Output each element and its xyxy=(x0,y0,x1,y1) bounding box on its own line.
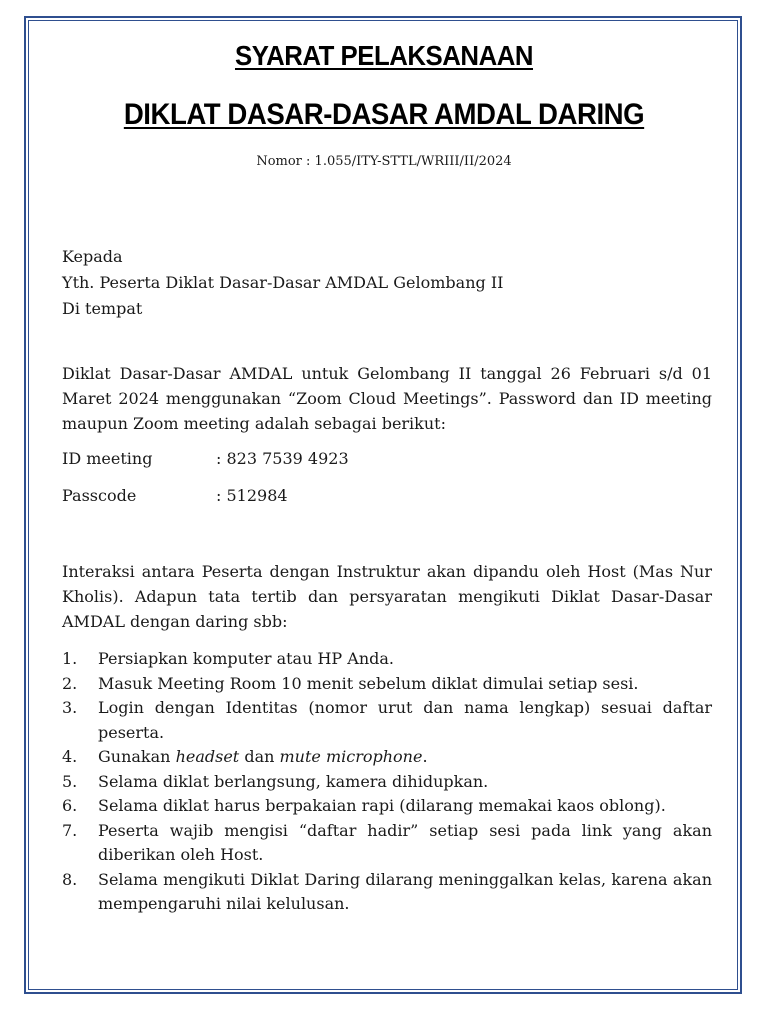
list-item xyxy=(62,647,712,672)
text-fragment: . xyxy=(422,747,428,766)
rules-list xyxy=(62,647,712,917)
meeting-id-value: : 823 7539 4923 xyxy=(216,449,349,468)
list-number: 4. xyxy=(62,747,78,766)
emphasis-headset: headset xyxy=(175,747,240,766)
list-item xyxy=(62,745,712,770)
list-number: 3. xyxy=(62,698,78,717)
meeting-id-label: ID meeting xyxy=(62,449,153,468)
passcode-value: : 512984 xyxy=(216,486,288,505)
list-text: Login dengan Identitas (nomor urut dan nama lengkap) sesuai daftar peserta. xyxy=(98,698,712,742)
list-text: Selama mengikuti Diklat Daring dilarang meninggalkan kelas, karena akan mempengaruhi nilai kelulusan. xyxy=(98,869,712,913)
address-block xyxy=(62,244,712,322)
list-text: Selama diklat berlangsung, kamera dihidupkan. xyxy=(98,771,489,791)
list-number: 1. xyxy=(62,649,78,668)
document-title: SYARAT PELAKSANAAN xyxy=(234,40,534,71)
list-item xyxy=(62,819,712,868)
list-item xyxy=(62,696,712,745)
list-text: Persiapkan komputer atau HP Anda. xyxy=(98,649,395,668)
list-text: Selama diklat harus berpakaian rapi (dilarang memakai kaos oblong). xyxy=(98,796,666,815)
passcode-row xyxy=(62,486,288,505)
address-line: Di tempat xyxy=(62,299,143,318)
list-text: Masuk Meeting Room 10 menit sebelum diklat dimulai setiap sesi. xyxy=(98,673,639,693)
list-number: 2. xyxy=(62,673,78,693)
document-number: Nomor : 1.055/ITY-STTL/WRIII/II/2024 xyxy=(256,154,512,169)
list-text xyxy=(98,745,712,770)
list-item xyxy=(62,868,712,917)
list-number: 6. xyxy=(62,796,78,815)
text-fragment: Gunakan xyxy=(98,747,176,766)
list-number: 5. xyxy=(62,771,78,791)
address-line: Kepada xyxy=(62,247,123,266)
emphasis-mute-microphone: mute microphone xyxy=(279,747,423,766)
list-number: 7. xyxy=(62,820,78,840)
rules-intro-paragraph: Interaksi antara Peserta dengan Instruktur akan dipandu oleh Host (Mas Nur Kholis). Adapun tata tertib dan persyaratan mengikuti Diklat Dasar-Dasar AMDAL dengan daring sbb: xyxy=(62,562,712,631)
list-item xyxy=(62,672,712,697)
intro-paragraph: Diklat Dasar-Dasar AMDAL untuk Gelombang II tanggal 26 Februari s/d 01 Maret 2024 menggunakan “Zoom Cloud Meetings”. Password dan ID meeting maupun Zoom meeting adalah sebagai berikut: xyxy=(62,364,712,433)
list-item xyxy=(62,794,712,819)
address-line: Yth. Peserta Diklat Dasar-Dasar AMDAL Gelombang II xyxy=(62,273,504,292)
list-number: 8. xyxy=(62,869,78,889)
list-item xyxy=(62,770,712,795)
document-subtitle: DIKLAT DASAR-DASAR AMDAL DARING xyxy=(123,98,645,131)
meeting-id-row xyxy=(62,449,349,468)
list-text: Peserta wajib mengisi “daftar hadir” setiap sesi pada link yang akan diberikan oleh Host. xyxy=(98,820,712,864)
passcode-label: Passcode xyxy=(62,486,137,505)
text-fragment: dan xyxy=(239,747,280,766)
